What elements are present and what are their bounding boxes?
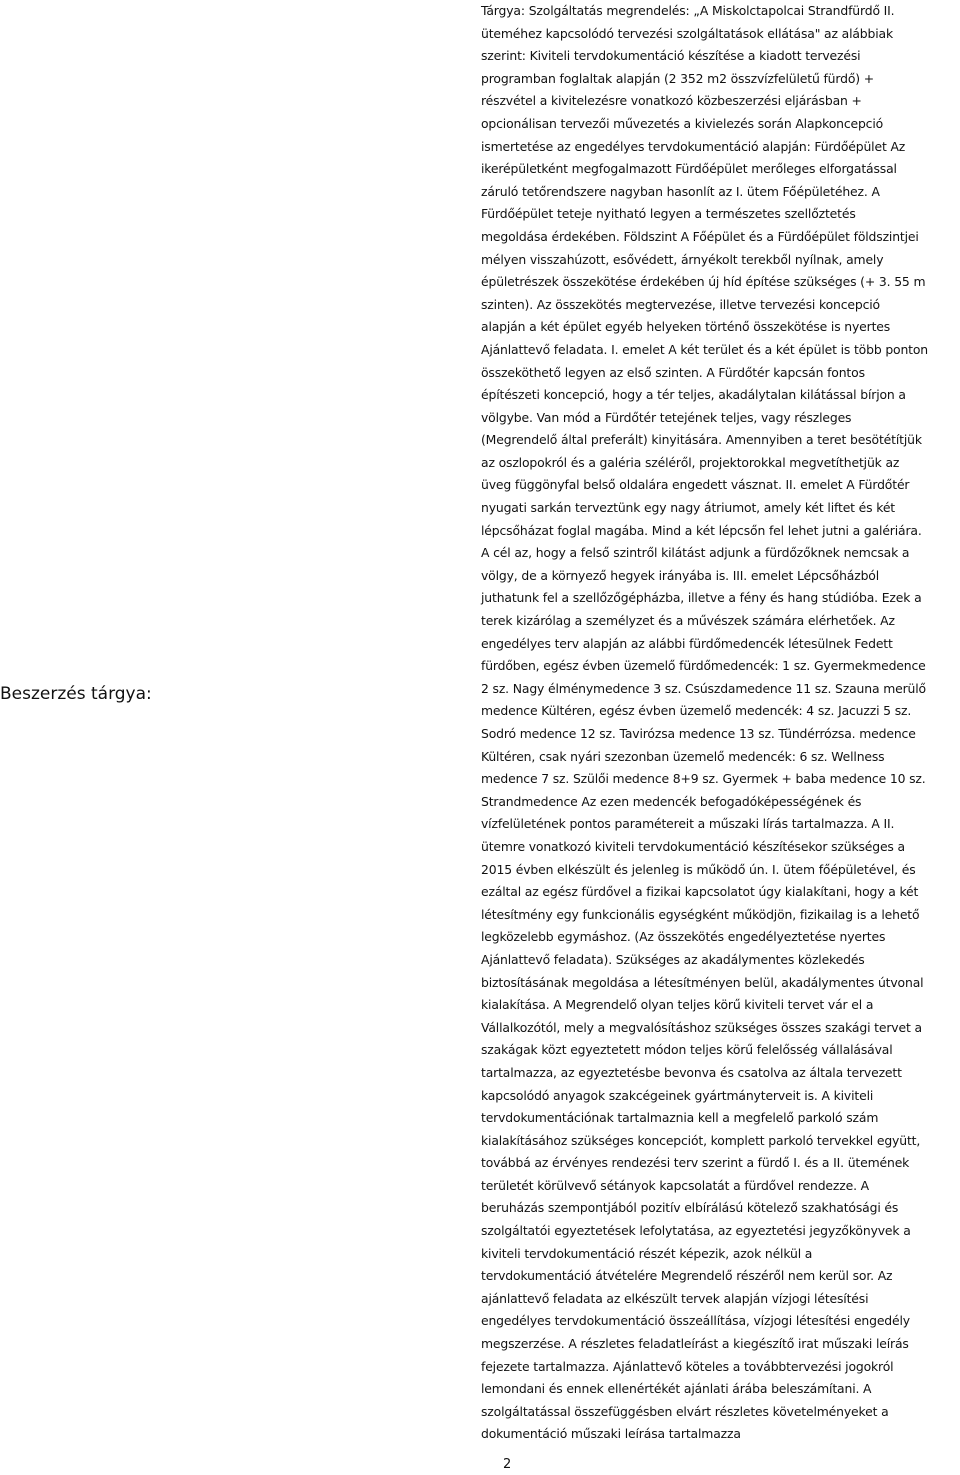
text-line: Vállalkozótól, mely a megvalósításhoz szükséges összes szakági tervet a bbox=[481, 1019, 922, 1035]
text-line: tervdokumentáció átvételére Megrendelő részéről nem kerül sor. Az bbox=[481, 1268, 893, 1284]
text-line: engedélyes terv alapján az alábbi fürdőmedencék létesülnek Fedett bbox=[481, 635, 893, 651]
text-line: ütemre vonatkozó kiviteli tervdokumentáció készítésekor szükséges a bbox=[481, 838, 905, 854]
text-line: legközelebb egymáshoz. (Az összekötés engedélyeztetése nyertes bbox=[481, 929, 886, 945]
text-line: ezáltal az egész fürdővel a fizikai kapcsolatot úgy kialakítani, hogy a két bbox=[481, 884, 919, 900]
text-line: szakágak közt egyeztetett módon teljes körű felelősség vállalásával bbox=[481, 1042, 893, 1058]
text-line: üteméhez kapcsolódó tervezési szolgáltatások ellátása" az alábbiak bbox=[481, 25, 893, 41]
text-line: szerint: Kiviteli tervdokumentáció készítése a kiadott tervezési bbox=[481, 48, 861, 64]
text-line: völgy, de a környező hegyek irányába is. III. emelet Lépcsőházból bbox=[481, 567, 880, 583]
text-line: 2015 évben elkészült és jelenleg is működő ún. I. ütem főépületével, és bbox=[481, 861, 916, 877]
text-line: Ajánlattevő feladata. I. emelet A két terület és a két épület is több ponton bbox=[481, 341, 929, 357]
text-line: fejezete tartalmazza. Ajánlattevő köteles a továbbtervezési jogokról bbox=[481, 1358, 894, 1374]
text-line: nyugati sarkán terveztünk egy nagy átriumot, amely két liftet és két bbox=[481, 500, 895, 516]
text-line: Fürdőépület teteje nyitható legyen a természetes szellőztetés bbox=[481, 206, 856, 222]
text-line: lemondani és ennek ellenértékét ajánlati árába beleszámítani. A bbox=[481, 1381, 872, 1397]
text-line: fürdőben, egész évben üzemelő fürdőmedencék: 1 sz. Gyermekmedence bbox=[481, 658, 926, 674]
text-line: tervdokumentációnak tartalmaznia kell a megfelelő parkoló szám bbox=[481, 1110, 879, 1126]
text-line: lépcsőházat foglal magába. Mind a két lépcsőn fel lehet jutni a galériára. bbox=[481, 522, 922, 538]
text-line: üveg függönyfal belső oldalára engedett vásznat. II. emelet A Fürdőtér bbox=[481, 477, 910, 493]
text-line: Ajánlattevő feladata). Szükséges az akadálymentes közlekedés bbox=[481, 951, 865, 967]
text-line: szolgáltatással összefüggésben elvárt részletes követelményeket a bbox=[481, 1403, 889, 1419]
subject-description bbox=[481, 0, 959, 1446]
text-line: Kültéren, csak nyári szezonban üzemelő medencék: 6 sz. Wellness bbox=[481, 748, 885, 764]
text-line: kapcsolódó anyagok szakcégeinek gyártmányterveit is. A kiviteli bbox=[481, 1087, 874, 1103]
text-line: ikerépületként megfogalmazott Fürdőépület merőleges elforgatással bbox=[481, 161, 897, 177]
text-line: részvétel a kivitelezésre vonatkozó közbeszerzési eljárásban + bbox=[481, 93, 862, 109]
text-line: megszerzése. A részletes feladatleírást a kiegészítő irat műszaki leírás bbox=[481, 1336, 909, 1352]
field-label-beszerzes-targya: Beszerzés tárgya: bbox=[0, 684, 152, 704]
text-line: megoldása érdekében. Földszint A Főépület és a Fürdőépület földszintjei bbox=[481, 228, 919, 244]
text-line: völgybe. Van mód a Fürdőtér tetejének teljes, vagy részleges bbox=[481, 409, 852, 425]
text-line: szinten). Az összekötés megtervezése, illetve tervezési koncepció bbox=[481, 296, 880, 312]
text-line: medence 7 sz. Szülői medence 8+9 sz. Gyermek + baba medence 10 sz. bbox=[481, 771, 926, 787]
text-line: területét körülvevő sétányok kapcsolatát a fürdővel rendezze. A bbox=[481, 1177, 869, 1193]
text-line: ajánlattevő feladata az elkészült tervek alapján vízjogi létesítési bbox=[481, 1290, 869, 1306]
text-line: ismertetése az engedélyes tervdokumentáció alapján: Fürdőépület Az bbox=[481, 138, 906, 154]
text-line: biztosításának megoldása a létesítményen belül, akadálymentes útvonal bbox=[481, 974, 924, 990]
text-line: Strandmedence Az ezen medencék befogadóképességének és bbox=[481, 793, 862, 809]
text-line: az oszlopokról és a galéria széléről, projektorokkal megvetíthetjük az bbox=[481, 454, 900, 470]
text-line: kialakítása. A Megrendelő olyan teljes körű kiviteli tervet vár el a bbox=[481, 997, 874, 1013]
page-number: 2 bbox=[503, 1457, 512, 1472]
text-line: szolgáltatói egyeztetések lefolytatása, az egyeztetési jegyzőkönyvek a bbox=[481, 1223, 911, 1239]
text-line: építészeti koncepció, hogy a tér teljes, akadálytalan kilátással bírjon a bbox=[481, 387, 906, 403]
text-line: vízfelületének pontos paramétereit a műszaki lírás tartalmazza. A II. bbox=[481, 816, 895, 832]
text-line: juthatunk fel a szellőzőgépházba, illetve a fény és hang stúdióba. Ezek a bbox=[481, 590, 922, 606]
text-line: épületrészek összekötése érdekében új híd építése szükséges (+ 3. 55 m bbox=[481, 274, 926, 290]
text-line: beruházás szempontjából pozitív elbírálású kötelező szakhatósági és bbox=[481, 1200, 899, 1216]
text-line: összeköthető legyen az első szinten. A Fürdőtér kapcsán fontos bbox=[481, 364, 865, 380]
text-line: 2 sz. Nagy élménymedence 3 sz. Csúszdamedence 11 sz. Szauna merülő bbox=[481, 680, 926, 696]
text-line: Sodró medence 12 sz. Tavirózsa medence 13 sz. Tündérrózsa. medence bbox=[481, 726, 916, 741]
text-line: (Megrendelő által preferált) kinyitására. Amennyiben a teret besötétítjük bbox=[481, 432, 922, 448]
text-line: alapján a két épület egyéb helyeken történő összekötése is nyertes bbox=[481, 319, 891, 335]
text-line: létesítmény egy funkcionális egységként működjön, fizikailag is a lehető bbox=[481, 906, 920, 922]
text-line: medence Kültéren, egész évben üzemelő medencék: 4 sz. Jacuzzi 5 sz. bbox=[481, 703, 912, 719]
text-line: dokumentáció műszaki leírása tartalmazza bbox=[481, 1426, 741, 1442]
text-line: mélyen visszahúzott, esővédett, árnyékolt terekből nyílnak, amely bbox=[481, 251, 884, 267]
text-line: továbbá az érvényes rendezési terv szerint a fürdő I. és a II. ütemének bbox=[481, 1155, 910, 1171]
text-line: záruló tetőrendszere nagyban hasonlít az I. ütem Főépületéhez. A bbox=[481, 183, 880, 199]
text-line: terek kizárólag a személyzet és a művészek számára elérhetőek. Az bbox=[481, 613, 895, 629]
text-line: opcionálisan tervezői művezetés a kivielezés során Alapkoncepció bbox=[481, 115, 884, 131]
text-line: A cél az, hogy a felső szintről kilátást adjunk a fürdőzőknek nemcsak a bbox=[481, 545, 910, 561]
text-line: programban foglaltak alapján (2 352 m2 összvízfelületű fürdő) + bbox=[481, 70, 874, 86]
text-line: kialakításához szükséges koncepciót, komplett parkoló tervekkel együtt, bbox=[481, 1132, 921, 1148]
text-line: tartalmazza, az egyeztetésbe bevonva és csatolva az általa tervezett bbox=[481, 1064, 902, 1080]
text-line: Tárgya: Szolgáltatás megrendelés: „A Miskolctapolcai Strandfürdő II. bbox=[481, 3, 895, 18]
text-line: kiviteli tervdokumentáció részét képezik, azok nélkül a bbox=[481, 1245, 813, 1261]
text-line: engedélyes tervdokumentáció összeállítása, vízjogi létesítési engedély bbox=[481, 1313, 910, 1329]
